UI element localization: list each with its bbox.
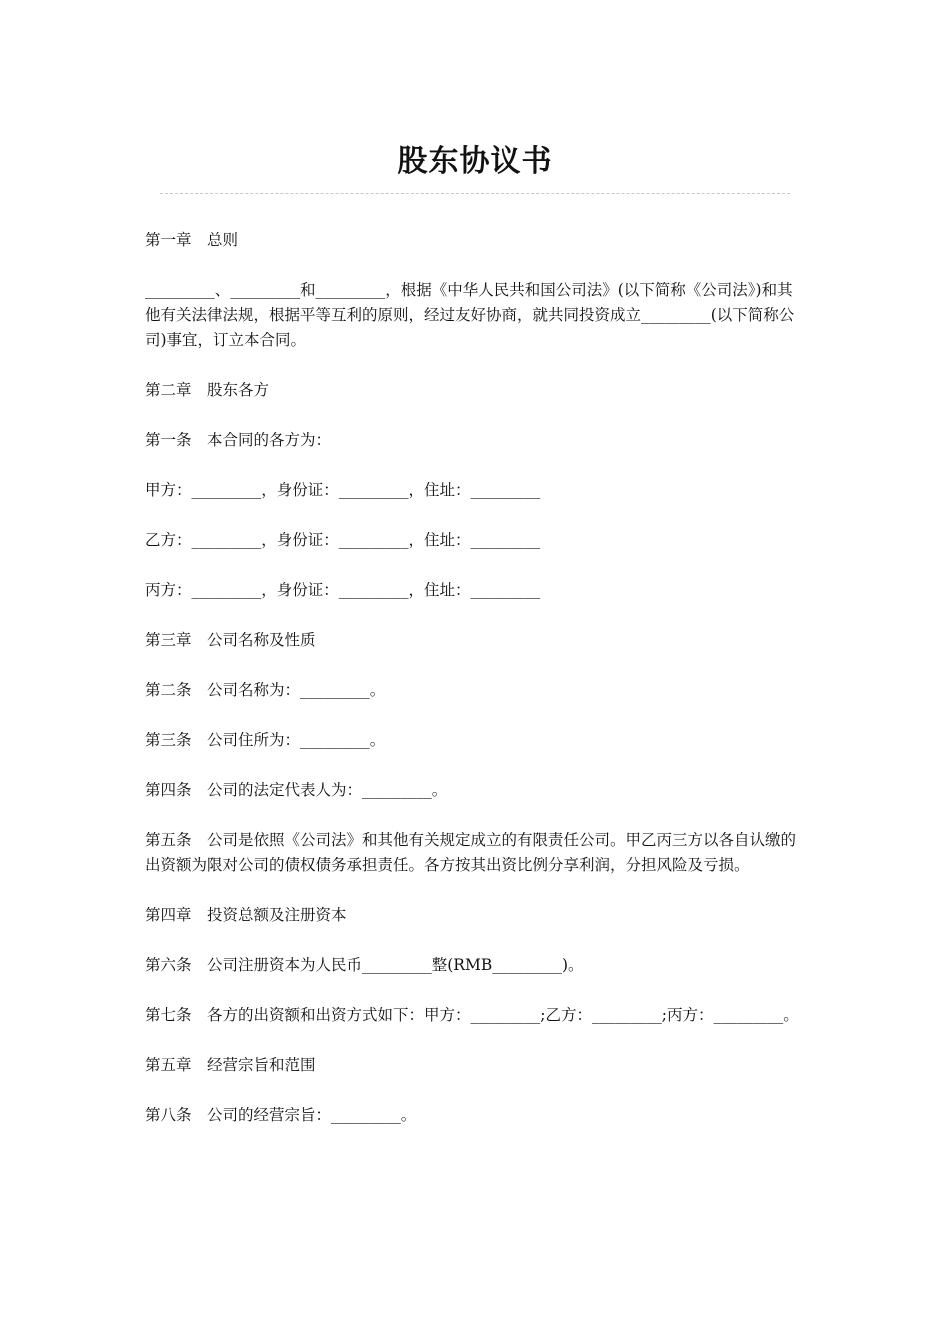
article-paragraph: 第八条 公司的经营宗旨：_________。 <box>145 1106 417 1124</box>
document-body <box>145 228 807 1153</box>
party-line: 乙方：_________，身份证：_________，住址：_________ <box>145 531 541 549</box>
article-paragraph: 第六条 公司注册资本为人民币_________整(RMB_________)。 <box>145 956 584 974</box>
chapter-heading: 第一章 总则 <box>145 231 239 249</box>
document-title: 股东协议书 <box>397 144 553 179</box>
article-paragraph: 第二条 公司名称为：_________。 <box>145 681 386 699</box>
article-paragraph: 第四条 公司的法定代表人为：_________。 <box>145 781 448 799</box>
article-paragraph: 第三条 公司住所为：_________。 <box>145 731 386 749</box>
party-line: 丙方：_________，身份证：_________，住址：_________ <box>145 581 541 599</box>
chapter-heading: 第三章 公司名称及性质 <box>145 631 316 649</box>
party-line: 甲方：_________，身份证：_________，住址：_________ <box>145 481 541 499</box>
chapter-heading: 第五章 经营宗旨和范围 <box>145 1056 316 1074</box>
chapter-heading: 第四章 投资总额及注册资本 <box>145 906 347 924</box>
article-paragraph: 第七条 各方的出资额和出资方式如下：甲方：_________;乙方：_________;丙方：_________。 <box>145 1006 799 1024</box>
preamble-paragraph: _________、_________和_________，根据《中华人民共和国公司法》(以下简称《公司法》)和其他有关法律法规，根据平等互利的原则，经过友好协商，就共同投资成立_________(以下简称公司)事宜，订立本合同。 <box>145 281 795 349</box>
article-paragraph: 第五条 公司是依照《公司法》和其他有关规定成立的有限责任公司。甲乙丙三方以各自认缴的出资额为限对公司的债权债务承担责任。各方按其出资比例分享利润，分担风险及亏损。 <box>145 831 797 874</box>
chapter-heading: 第二章 股东各方 <box>145 381 270 399</box>
title-divider <box>160 193 790 194</box>
article-paragraph: 第一条 本合同的各方为： <box>145 431 332 449</box>
